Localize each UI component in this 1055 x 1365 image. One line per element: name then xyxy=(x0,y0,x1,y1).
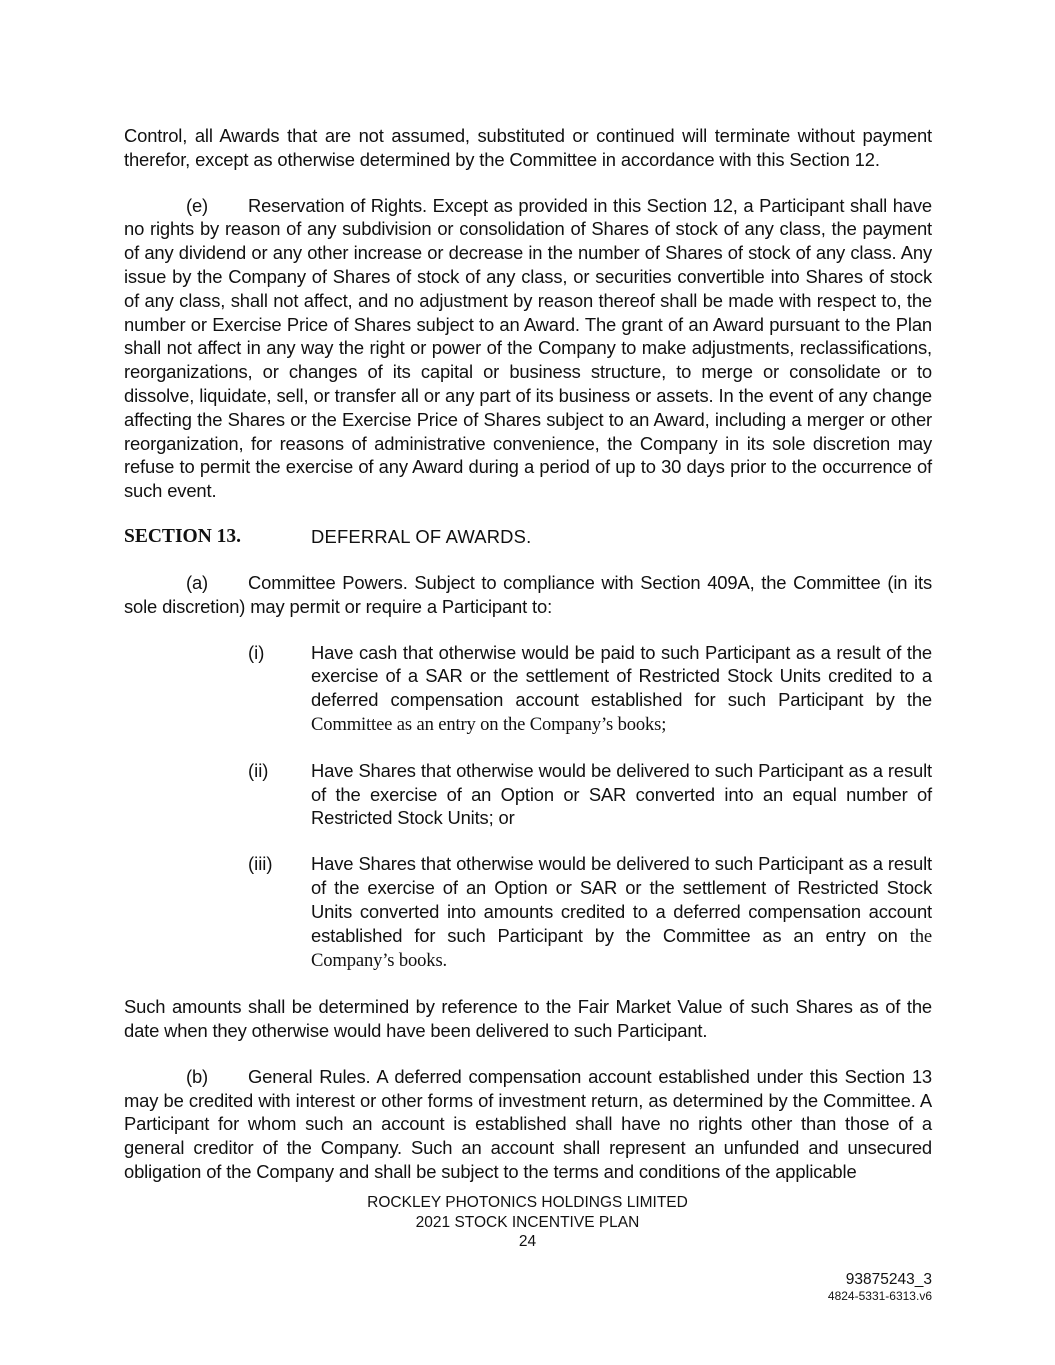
section-number: SECTION 13. xyxy=(124,525,242,547)
doc-id-primary: 93875243_3 xyxy=(845,1271,932,1288)
paragraph-amounts: Such amounts shall be determined by reference to the Fair Market Value of such Shares as of the date when they otherwise would have been delivered to such Participant. xyxy=(124,996,932,1041)
paragraph-e-text: Reservation of Rights. Except as provided in this Section 12, a Participant shall have no rights by reason of any subdivision or consolidation of Shares of stock of any class, the payment of any dividend or any other increase or decrease in the number of Shares of stock of any class. Any issue by the Company of Shares of stock of any class, or securities convertible into Shares of stock of any class, shall not affect, and no adjustment by reason thereof shall be made with respect to, the number or Exercise Price of Shares subject to an Award. The grant of an Award pursuant to the Plan shall not affect in any way the right or power of the Company to make adjustments, reclassifications, reorganizations, or changes of its capital or business structure, to merge or consolidate or to dissolve, liquidate, sell, or transfer all or any part of its business or assets. In the event of any change affecting the Shares or the Exercise Price of Shares subject to an Award, including a merger or other reorganization, for reasons of administrative convenience, the Company in its sole discretion may refuse to permit the exercise of any Award during a period of up to 30 days prior to the occurrence of such event. xyxy=(124,194,932,502)
list-item-i xyxy=(124,641,932,737)
list-item-text-tail: Committee as an entry on the Company’s books; xyxy=(311,713,667,735)
doc-id-secondary: 4824-5331-6313.v6 xyxy=(827,1289,932,1303)
list-item-text xyxy=(311,852,932,973)
paragraph-b-marker: (b) xyxy=(186,1065,209,1087)
paragraph-a-marker: (a) xyxy=(186,571,209,593)
paragraph-b-general-rules xyxy=(124,1065,932,1184)
list-item-ii xyxy=(124,759,932,830)
list-item-label: (i) xyxy=(248,641,265,663)
footer-company: ROCKLEY PHOTONICS HOLDINGS LIMITED xyxy=(367,1194,688,1211)
document-page xyxy=(124,124,932,1206)
list-item-text-body: Have Shares that otherwise would be delivered to such Participant as a result of the exercise of an Option or SAR or the settlement of Restricted Stock Units converted into amounts credited to a deferred compensation account established for such Participant by the Committee as an entry on xyxy=(311,853,932,946)
list-item-text xyxy=(311,759,932,830)
paragraph-a-text: Committee Powers. Subject to compliance with Section 409A, the Committee (in its sole discretion) may permit or require a Participant to: xyxy=(124,571,932,617)
list-item-text xyxy=(311,641,932,737)
section-13-heading xyxy=(124,525,932,549)
paragraph-a-committee-powers xyxy=(124,571,932,619)
page-footer xyxy=(0,1193,1055,1252)
list-item-text-body: Have cash that otherwise would be paid to such Participant as a result of the exercise of a SAR or the settlement of Restricted Stock Units credited to a deferred compensation account established for such Participant by the xyxy=(311,641,932,711)
list-item-label: (iii) xyxy=(248,853,273,875)
list-item-text-body: Have Shares that otherwise would be delivered to such Participant as a result of the exercise of an Option or SAR converted into an equal number of Restricted Stock Units; or xyxy=(311,759,932,829)
section-title: DEFERRAL OF AWARDS. xyxy=(311,525,532,547)
paragraph-continuation: Control, all Awards that are not assumed, substituted or continued will terminate without payment therefor, except as otherwise determined by the Committee in accordance with this Section 12. xyxy=(124,125,932,170)
paragraph-b-text: General Rules. A deferred compensation account established under this Section 13 may be credited with interest or other forms of investment return, as determined by the Committee. A Participant for whom such an account is established shall have no rights other than those of a general creditor of the Company. Such an account shall represent an unfunded and unsecured obligation of the Company and shall be subject to the terms and conditions of the applicable xyxy=(124,1065,932,1182)
list-item-text-tail: the Company’s books. xyxy=(311,925,932,972)
list-item-iii xyxy=(124,852,932,973)
list-item-label: (ii) xyxy=(248,759,269,781)
page-number: 24 xyxy=(518,1233,537,1250)
paragraph-e-reservation-of-rights xyxy=(124,194,932,503)
document-identifiers xyxy=(828,1270,932,1304)
paragraph-e-marker: (e) xyxy=(186,194,209,216)
footer-plan: 2021 STOCK INCENTIVE PLAN xyxy=(415,1213,640,1231)
